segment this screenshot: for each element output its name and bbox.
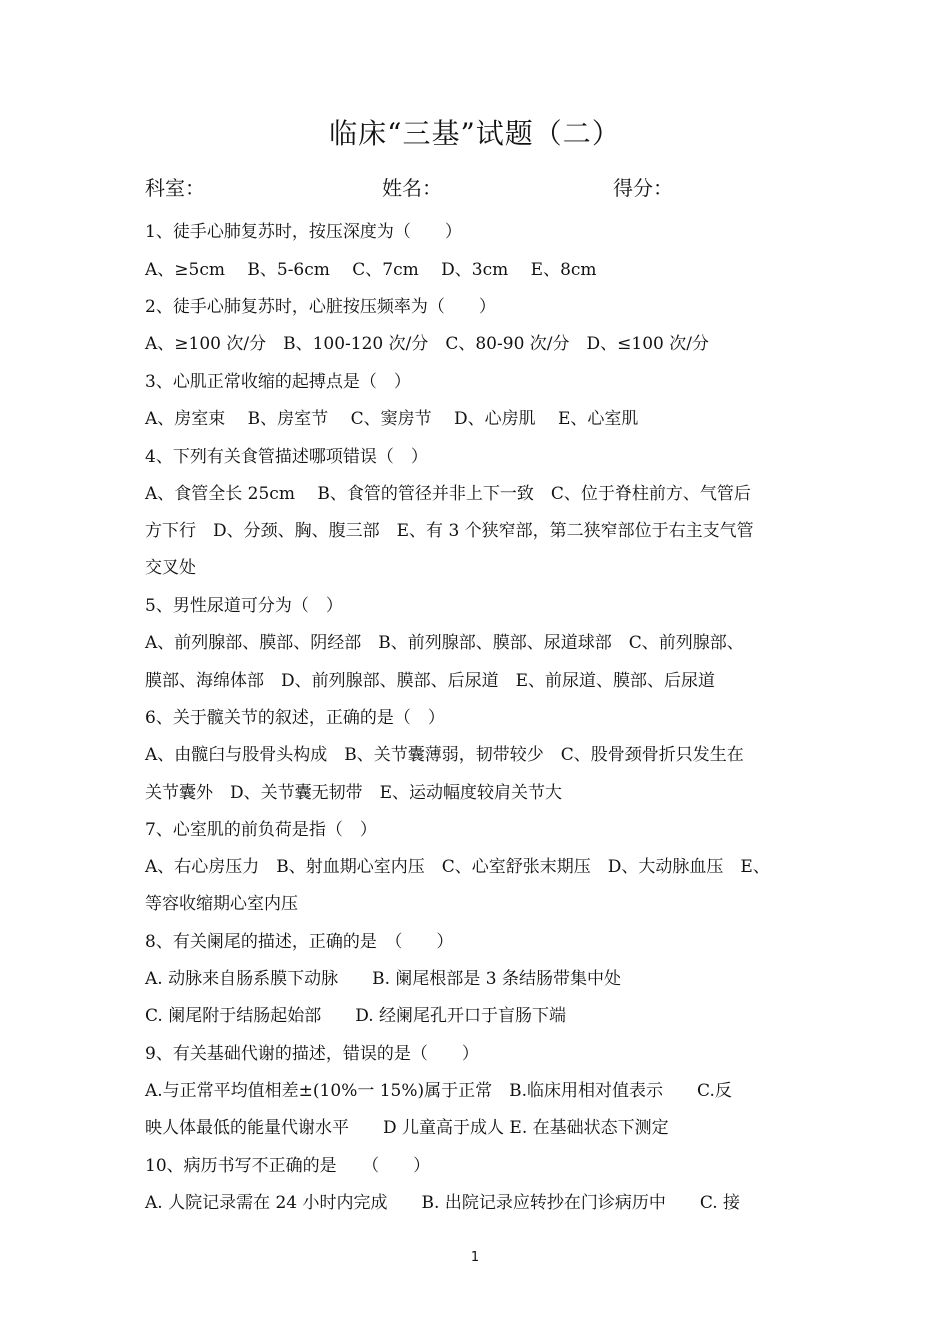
text-line: A、前列腺部、膜部、阴经部 B、前列腺部、膜部、尿道球部 C、前列腺部、 bbox=[145, 633, 744, 653]
score-label: 得分： bbox=[613, 176, 673, 200]
text-line: 膜部、海绵体部 D、前列腺部、膜部、后尿道 E、前尿道、膜部、后尿道 bbox=[145, 671, 716, 691]
text-line: A、食管全长 25cm B、食管的管径并非上下一致 C、位于脊柱前方、气管后 bbox=[145, 484, 751, 504]
document-title: 临床“三基”试题（二） bbox=[329, 117, 621, 150]
text-line: A. 人院记录需在 24 小时内完成 B. 出院记录应转抄在门诊病历中 C. 接 bbox=[145, 1193, 741, 1213]
text-line: 8、有关阑尾的描述，正确的是 （ ） bbox=[145, 932, 454, 952]
text-line: A、≥5cm B、5-6cm C、7cm D、3cm E、8cm bbox=[145, 260, 597, 280]
text-line: A、房室束 B、房室节 C、窦房节 D、心房肌 E、心室肌 bbox=[145, 409, 639, 429]
text-line: 2、徒手心肺复苏时，心脏按压频率为（ ） bbox=[145, 297, 496, 317]
text-line: A.与正常平均值相差±(10%一 15%)属于正常 B.临床用相对值表示 C.反 bbox=[145, 1081, 732, 1101]
text-line: 交叉处 bbox=[145, 558, 196, 578]
name-label: 姓名： bbox=[382, 176, 442, 200]
text-line: 7、心室肌的前负荷是指（ ） bbox=[145, 820, 377, 840]
text-line: 1、徒手心肺复苏时，按压深度为（ ） bbox=[145, 222, 462, 242]
text-line: 6、关于髋关节的叙述，正确的是（ ） bbox=[145, 708, 445, 728]
text-line: 关节囊外 D、关节囊无韧带 E、运动幅度较肩关节大 bbox=[145, 783, 563, 803]
text-line: C. 阑尾附于结肠起始部 D. 经阑尾孔开口于盲肠下端 bbox=[145, 1006, 567, 1026]
text-line: 映人体最低的能量代谢水平 D 儿童高于成人 E. 在基础状态下测定 bbox=[145, 1118, 669, 1138]
text-line: 10、病历书写不正确的是 （ ） bbox=[145, 1156, 431, 1176]
text-line: A、右心房压力 B、射血期心室内压 C、心室舒张末期压 D、大动脉血压 E、 bbox=[145, 857, 770, 877]
text-line: A、≥100 次/分 B、100-120 次/分 C、80-90 次/分 D、≤100 次/分 bbox=[145, 334, 709, 354]
text-line: 4、下列有关食管描述哪项错误（ ） bbox=[145, 447, 428, 467]
text-line: 3、心肌正常收缩的起搏点是（ ） bbox=[145, 372, 411, 392]
page-number: 1 bbox=[470, 1250, 480, 1265]
department-label: 科室： bbox=[145, 176, 205, 200]
text-line: 5、男性尿道可分为（ ） bbox=[145, 596, 343, 616]
text-line: 等容收缩期心室内压 bbox=[145, 894, 298, 914]
text-line: A、由髋臼与股骨头构成 B、关节囊薄弱，韧带较少 C、股骨颈骨折只发生在 bbox=[145, 745, 744, 765]
text-line: A. 动脉来自肠系膜下动脉 B. 阑尾根部是 3 条结肠带集中处 bbox=[145, 969, 622, 989]
text-line: 方下行 D、分颈、胸、腹三部 E、有 3 个狭窄部，第二狭窄部位于右主支气管 bbox=[145, 521, 754, 541]
header-fields bbox=[145, 172, 845, 202]
text-line: 9、有关基础代谢的描述，错误的是（ ） bbox=[145, 1044, 479, 1064]
